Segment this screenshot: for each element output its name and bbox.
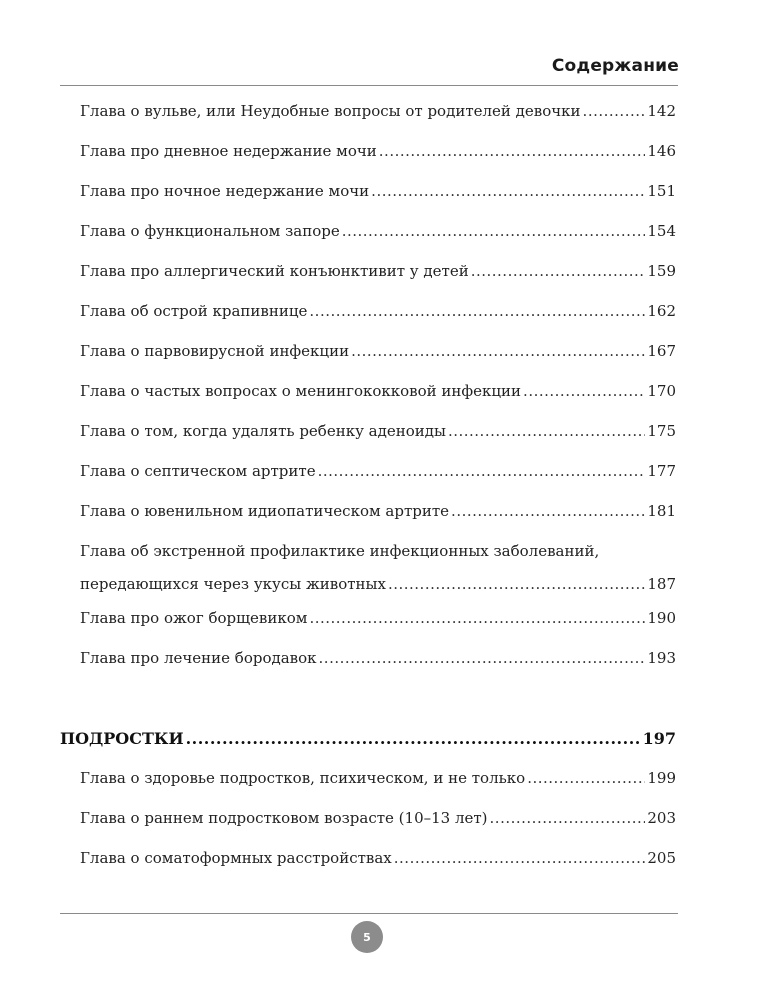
dot-leader — [379, 140, 646, 162]
dot-leader — [448, 420, 645, 442]
toc-entry-title: Глава о септическом артрите — [80, 462, 316, 480]
toc-entry-title: Глава о здоровье подростков, психическом, и не только — [80, 769, 526, 787]
toc-entry-page: 187 — [647, 575, 676, 593]
toc-entry — [80, 647, 676, 669]
dot-leader — [388, 573, 645, 595]
toc-entry — [80, 260, 676, 282]
toc-entry-title: Глава о вульве, или Неудобные вопросы от родителей девочки — [80, 102, 581, 120]
toc-entry-page: 205 — [647, 849, 676, 867]
toc-entry-title: Глава о парвовирусной инфекции — [80, 342, 350, 360]
toc-entry-title-line2: передающихся через укусы животных — [80, 575, 386, 593]
toc-entry-page: 146 — [647, 142, 676, 160]
section-title: ПОДРОСТКИ — [60, 729, 184, 748]
footer-rule — [60, 913, 678, 914]
toc-entry — [80, 380, 676, 402]
dot-leader — [583, 100, 646, 122]
dot-leader — [342, 220, 646, 242]
toc-entry-page: 170 — [647, 382, 676, 400]
toc-section-heading — [60, 729, 676, 748]
toc-entry-title: Глава о ювенильном идиопатическом артрите — [80, 502, 450, 520]
toc-entry-page: 181 — [647, 502, 676, 520]
toc-entry-title: Глава про аллергический конъюнктивит у детей — [80, 262, 469, 280]
toc-entry-page: 154 — [647, 222, 676, 240]
toc-entry — [80, 607, 676, 629]
dot-leader — [371, 180, 645, 202]
toc-entry-page: 203 — [647, 809, 676, 827]
page-number-badge: 5 — [351, 921, 383, 953]
toc-entry-page: 151 — [647, 182, 676, 200]
section-page: 197 — [642, 729, 676, 748]
toc-entry-title: Глава о частых вопросах о менингококковой инфекции — [80, 382, 522, 400]
toc-entry-line2 — [80, 573, 676, 595]
header-rule — [60, 85, 678, 86]
dot-leader — [523, 380, 645, 402]
toc-entry — [80, 500, 676, 522]
toc-entry-page: 199 — [647, 769, 676, 787]
toc-entry-title-line1: Глава об экстренной профилактике инфекционных заболеваний, — [80, 542, 600, 560]
toc-entry-title: Глава о соматоформных расстройствах — [80, 849, 392, 867]
toc-entry-page: 162 — [647, 302, 676, 320]
toc-entry-title: Глава о раннем подростковом возрасте (10–13 лет) — [80, 809, 488, 827]
dot-leader — [309, 607, 645, 629]
dot-leader — [318, 460, 646, 482]
toc-entry — [80, 460, 676, 482]
toc-entry — [80, 767, 676, 789]
toc-entry — [80, 180, 676, 202]
toc-entry-title: Глава про ожог борщевиком — [80, 609, 308, 627]
toc-entry-title: Глава про дневное недержание мочи — [80, 142, 377, 160]
dot-leader — [527, 767, 645, 789]
dot-leader — [451, 500, 645, 522]
toc-entry — [80, 140, 676, 162]
toc-entry — [80, 220, 676, 242]
toc-entry-page: 167 — [647, 342, 676, 360]
dot-leader — [319, 647, 646, 669]
toc-entry-page: 175 — [647, 422, 676, 440]
toc-entry — [80, 420, 676, 442]
toc-entry-title: Глава про лечение бородавок — [80, 649, 317, 667]
toc-entry-page: 142 — [647, 102, 676, 120]
toc-entry-title: Глава об острой крапивнице — [80, 302, 308, 320]
toc-entry — [80, 807, 676, 829]
toc-entry-page: 159 — [647, 262, 676, 280]
running-header: Содержание — [551, 56, 679, 76]
toc-entry-page: 177 — [647, 462, 676, 480]
toc-entry — [80, 100, 676, 122]
toc-entry — [80, 340, 676, 362]
dot-leader — [351, 340, 645, 362]
dot-leader — [490, 807, 646, 829]
toc-entry-title: Глава о том, когда удалять ребенку аденоиды — [80, 422, 446, 440]
toc-entry-title: Глава о функциональном запоре — [80, 222, 340, 240]
dot-leader — [309, 300, 645, 322]
toc-entry — [80, 300, 676, 322]
toc-entry-page: 193 — [647, 649, 676, 667]
toc-entry-title: Глава про ночное недержание мочи — [80, 182, 370, 200]
dot-leader — [186, 729, 641, 748]
dot-leader — [471, 260, 646, 282]
toc-entry-page: 190 — [647, 609, 676, 627]
dot-leader — [394, 847, 646, 869]
toc-entry — [80, 847, 676, 869]
toc-entry — [80, 540, 676, 595]
